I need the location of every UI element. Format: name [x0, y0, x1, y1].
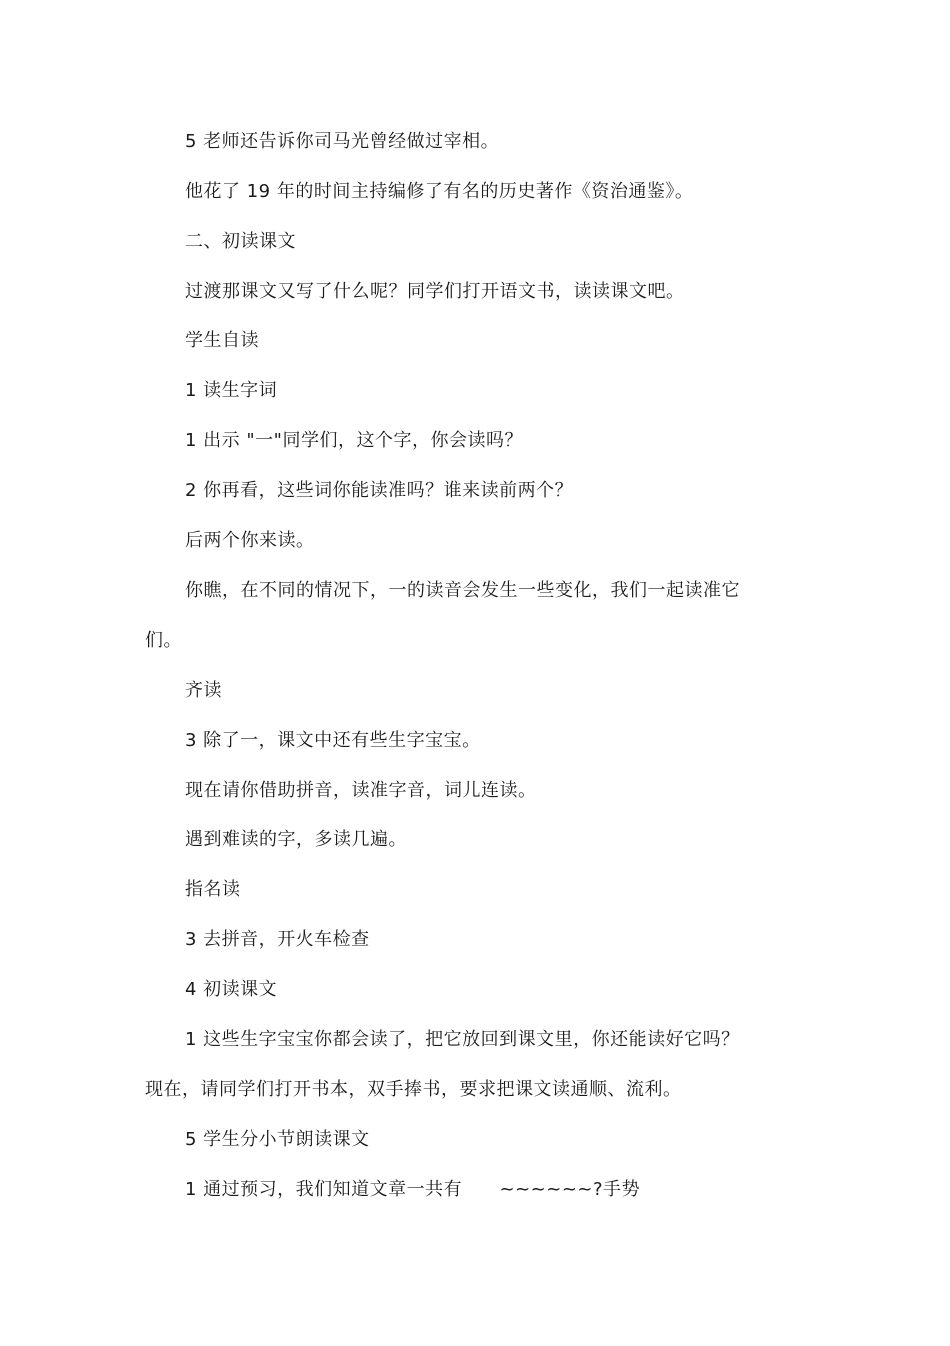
text-line: 后两个你来读。 — [185, 530, 315, 551]
text-line: 5 老师还告诉你司马光曾经做过宰相。 — [185, 131, 500, 152]
text-line: 2 你再看，这些词你能读准吗？谁来读前两个？ — [185, 480, 574, 501]
text-line: 学生自读 — [185, 330, 259, 351]
text-line: 他花了 19 年的时间主持编修了有名的历史著作《资治通鉴》。 — [185, 181, 694, 202]
text-line: 过渡那课文又写了什么呢？同学们打开语文书，读读课文吧。 — [185, 281, 685, 302]
text-line: 现在请你借助拼音，读准字音，词儿连读。 — [185, 780, 537, 801]
section-heading: 二、初读课文 — [185, 231, 296, 252]
text-line: 遇到难读的字，多读几遍。 — [185, 829, 407, 850]
text-line: 指名读 — [185, 879, 241, 900]
text-line: 1 通过预习，我们知道文章一共有 ~~~~~~?手势 — [185, 1179, 641, 1200]
text-line: 3 去拼音，开火车检查 — [185, 929, 370, 950]
text-line: 4 初读课文 — [185, 979, 278, 1000]
text-line: 3 除了一，课文中还有些生字宝宝。 — [185, 730, 481, 751]
text-line: 1 读生字词 — [185, 380, 278, 401]
text-line: 现在，请同学们打开书本，双手捧书，要求把课文读通顺、流利。 — [145, 1079, 682, 1100]
text-line: 1 出示 "一"同学们，这个字，你会读吗？ — [185, 430, 523, 451]
text-line: 1 这些生字宝宝你都会读了，把它放回到课文里，你还能读好它吗？ — [185, 1029, 740, 1050]
text-line: 5 学生分小节朗读课文 — [185, 1129, 370, 1150]
text-line: 你瞧，在不同的情况下，一的读音会发生一些变化，我们一起读准它 — [185, 580, 740, 601]
text-line: 们。 — [145, 630, 182, 651]
text-line: 齐读 — [185, 680, 222, 701]
